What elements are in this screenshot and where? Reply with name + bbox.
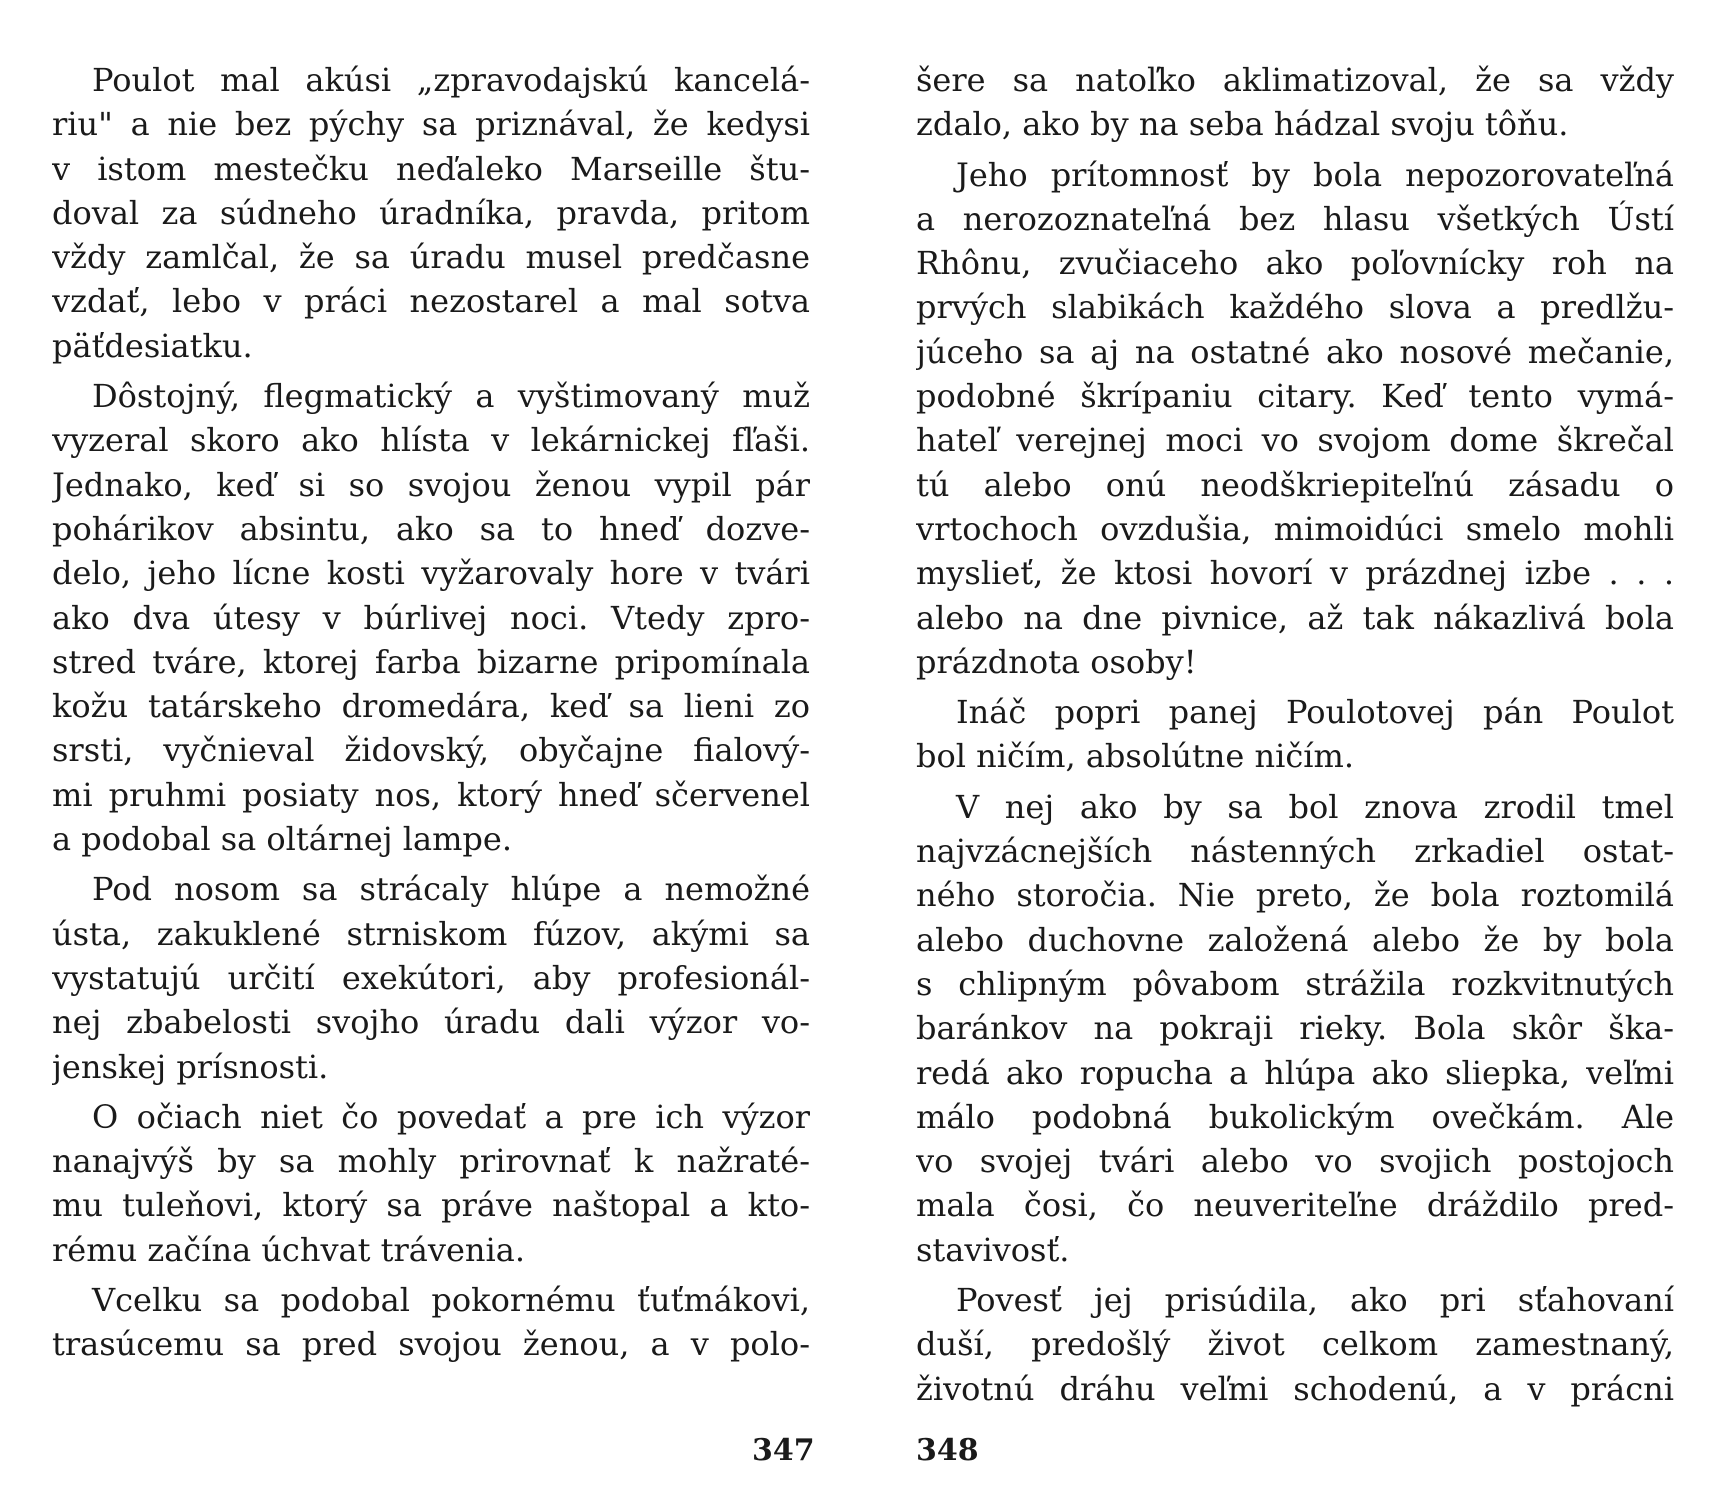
text-line: zdalo, ako by na seba hádzal svoju tôňu. (916, 105, 1569, 144)
text-line: mala čosi, čo neuveriteľne dráždilo pred- (916, 1186, 1674, 1225)
text-line: vystatujú určití exekútori, aby profesionál- (52, 958, 810, 997)
text-line: Povesť jej prisúdila, ako pri sťahovaní (956, 1281, 1674, 1320)
text-line: alebo duchovne založená alebo že by bola (916, 920, 1674, 959)
text-line: myslieť, že ktosi hovorí v prázdnej izbe . . . (916, 554, 1674, 593)
text-line: málo podobná bukolickým ovečkám. Ale (916, 1097, 1674, 1136)
text-line: baránkov na pokraji rieky. Bola skôr ška- (916, 1009, 1674, 1048)
text-line: tú alebo onú neodškriepiteľnú zásadu o (916, 465, 1674, 504)
paragraph (52, 58, 810, 368)
text-line: rému začína úchvat trávenia. (52, 1230, 525, 1269)
text-line: mu tuleňovi, ktorý sa práve naštopal a kto- (52, 1186, 810, 1225)
right-page (916, 58, 1674, 1411)
text-line: Jeho prítomnosť by bola nepozorovateľná (956, 155, 1674, 194)
text-line: júceho sa aj na ostatné ako nosové mečanie, (916, 332, 1674, 371)
text-line: stavivosť. (916, 1230, 1070, 1269)
text-line: ústa, zakuklené strniskom fúzov, akými sa (52, 914, 810, 953)
text-line: srsti, vyčnieval židovský, obyčajne fialový- (52, 731, 810, 770)
paragraph (916, 690, 1674, 779)
text-line: V nej ako by sa bol znova zrodil tmel (956, 787, 1674, 826)
text-line: bol ničím, absolútne ničím. (916, 737, 1355, 776)
text-line: redá ako ropucha a hlúpa ako sliepka, veľmi (916, 1053, 1674, 1092)
text-line: Ináč popri panej Poulotovej pán Poulot (956, 693, 1674, 732)
paragraph (52, 1095, 810, 1272)
paragraph (52, 867, 810, 1088)
left-page (52, 58, 810, 1367)
text-line: hateľ verejnej moci vo svojom dome škrečal (916, 421, 1674, 460)
text-line: doval za súdneho úradníka, pravda, pritom (52, 193, 810, 232)
text-line: O očiach niet čo povedať a pre ich výzor (92, 1097, 810, 1136)
text-line: delo, jeho lícne kosti vyžarovaly hore v tvári (52, 554, 810, 593)
text-line: vždy zamlčal, že sa úradu musel predčasne (52, 238, 810, 277)
page-number-right: 348 (916, 1433, 979, 1468)
page-number-left: 347 (752, 1433, 815, 1468)
text-line: vrtochoch ovzdušia, mimoidúci smelo mohli (916, 509, 1674, 548)
text-line: trasúcemu sa pred svojou ženou, a v polo- (52, 1325, 810, 1364)
text-line: prvých slabikách každého slova a predlžu- (916, 288, 1674, 327)
text-line: a nerozoznateľná bez hlasu všetkých Ústí (916, 199, 1674, 238)
text-line: Pod nosom sa strácaly hlúpe a nemožné (92, 870, 810, 909)
text-line: Vcelku sa podobal pokornému ťuťmákovi, (92, 1281, 810, 1320)
paragraph (52, 1278, 810, 1367)
text-line: vyzeral skoro ako hlísta v lekárnickej fľaši. (52, 421, 810, 460)
text-line: mi pruhmi posiaty nos, ktorý hneď sčervenel (52, 775, 810, 814)
text-line: ného storočia. Nie preto, že bola roztomilá (916, 876, 1674, 915)
text-line: prázdnota osoby! (916, 642, 1197, 681)
text-line: s chlipným pôvabom strážila rozkvitnutých (916, 964, 1674, 1003)
text-line: nanajvýš by sa mohly prirovnať k nažraté- (52, 1142, 810, 1181)
text-line: Dôstojný, flegmatický a vyštimovaný muž (92, 377, 810, 416)
text-line: päťdesiatku. (52, 326, 253, 365)
text-line: šere sa natoľko aklimatizoval, že sa vždy (916, 61, 1674, 99)
text-line: stred tváre, ktorej farba bizarne pripomínala (52, 642, 810, 681)
text-line: Jednako, keď si so svojou ženou vypil pár (52, 465, 810, 504)
text-line: vo svojej tvári alebo vo svojich postojoch (916, 1142, 1674, 1181)
text-line: duší, predošlý život celkom zamestnaný, (916, 1325, 1674, 1364)
text-line: nej zbabelosti svojho úradu dali výzor vo- (52, 1003, 810, 1042)
paragraph (916, 153, 1674, 685)
paragraph (916, 1278, 1674, 1411)
text-line: alebo na dne pivnice, až tak nákazlivá bola (916, 598, 1674, 637)
text-line: kožu tatárskeho dromedára, keď sa lieni zo (52, 687, 810, 726)
text-line: najvzácnejších nástenných zrkadiel ostat- (916, 832, 1674, 871)
text-line: podobné škrípaniu citary. Keď tento vymá- (916, 377, 1674, 416)
text-line: v istom mestečku neďaleko Marseille štu- (52, 149, 810, 188)
paragraph (916, 58, 1674, 147)
text-line: a podobal sa oltárnej lampe. (52, 820, 513, 859)
text-line: Poulot mal akúsi „zpravodajskú kancelá- (92, 61, 810, 99)
text-line: Rhônu, zvučiaceho ako poľovnícky roh na (916, 244, 1674, 283)
text-line: životnú dráhu veľmi schodenú, a v prácni (916, 1369, 1674, 1408)
text-line: jenskej prísnosti. (52, 1047, 329, 1086)
paragraph (916, 785, 1674, 1272)
text-line: riu" a nie bez pýchy sa priznával, že kedysi (52, 105, 810, 144)
text-line: vzdať, lebo v práci nezostarel a mal sotva (52, 282, 810, 321)
text-line: ako dva útesy v búrlivej noci. Vtedy zpro- (52, 598, 810, 637)
paragraph (52, 374, 810, 861)
text-line: pohárikov absintu, ako sa to hneď dozve- (52, 509, 810, 548)
